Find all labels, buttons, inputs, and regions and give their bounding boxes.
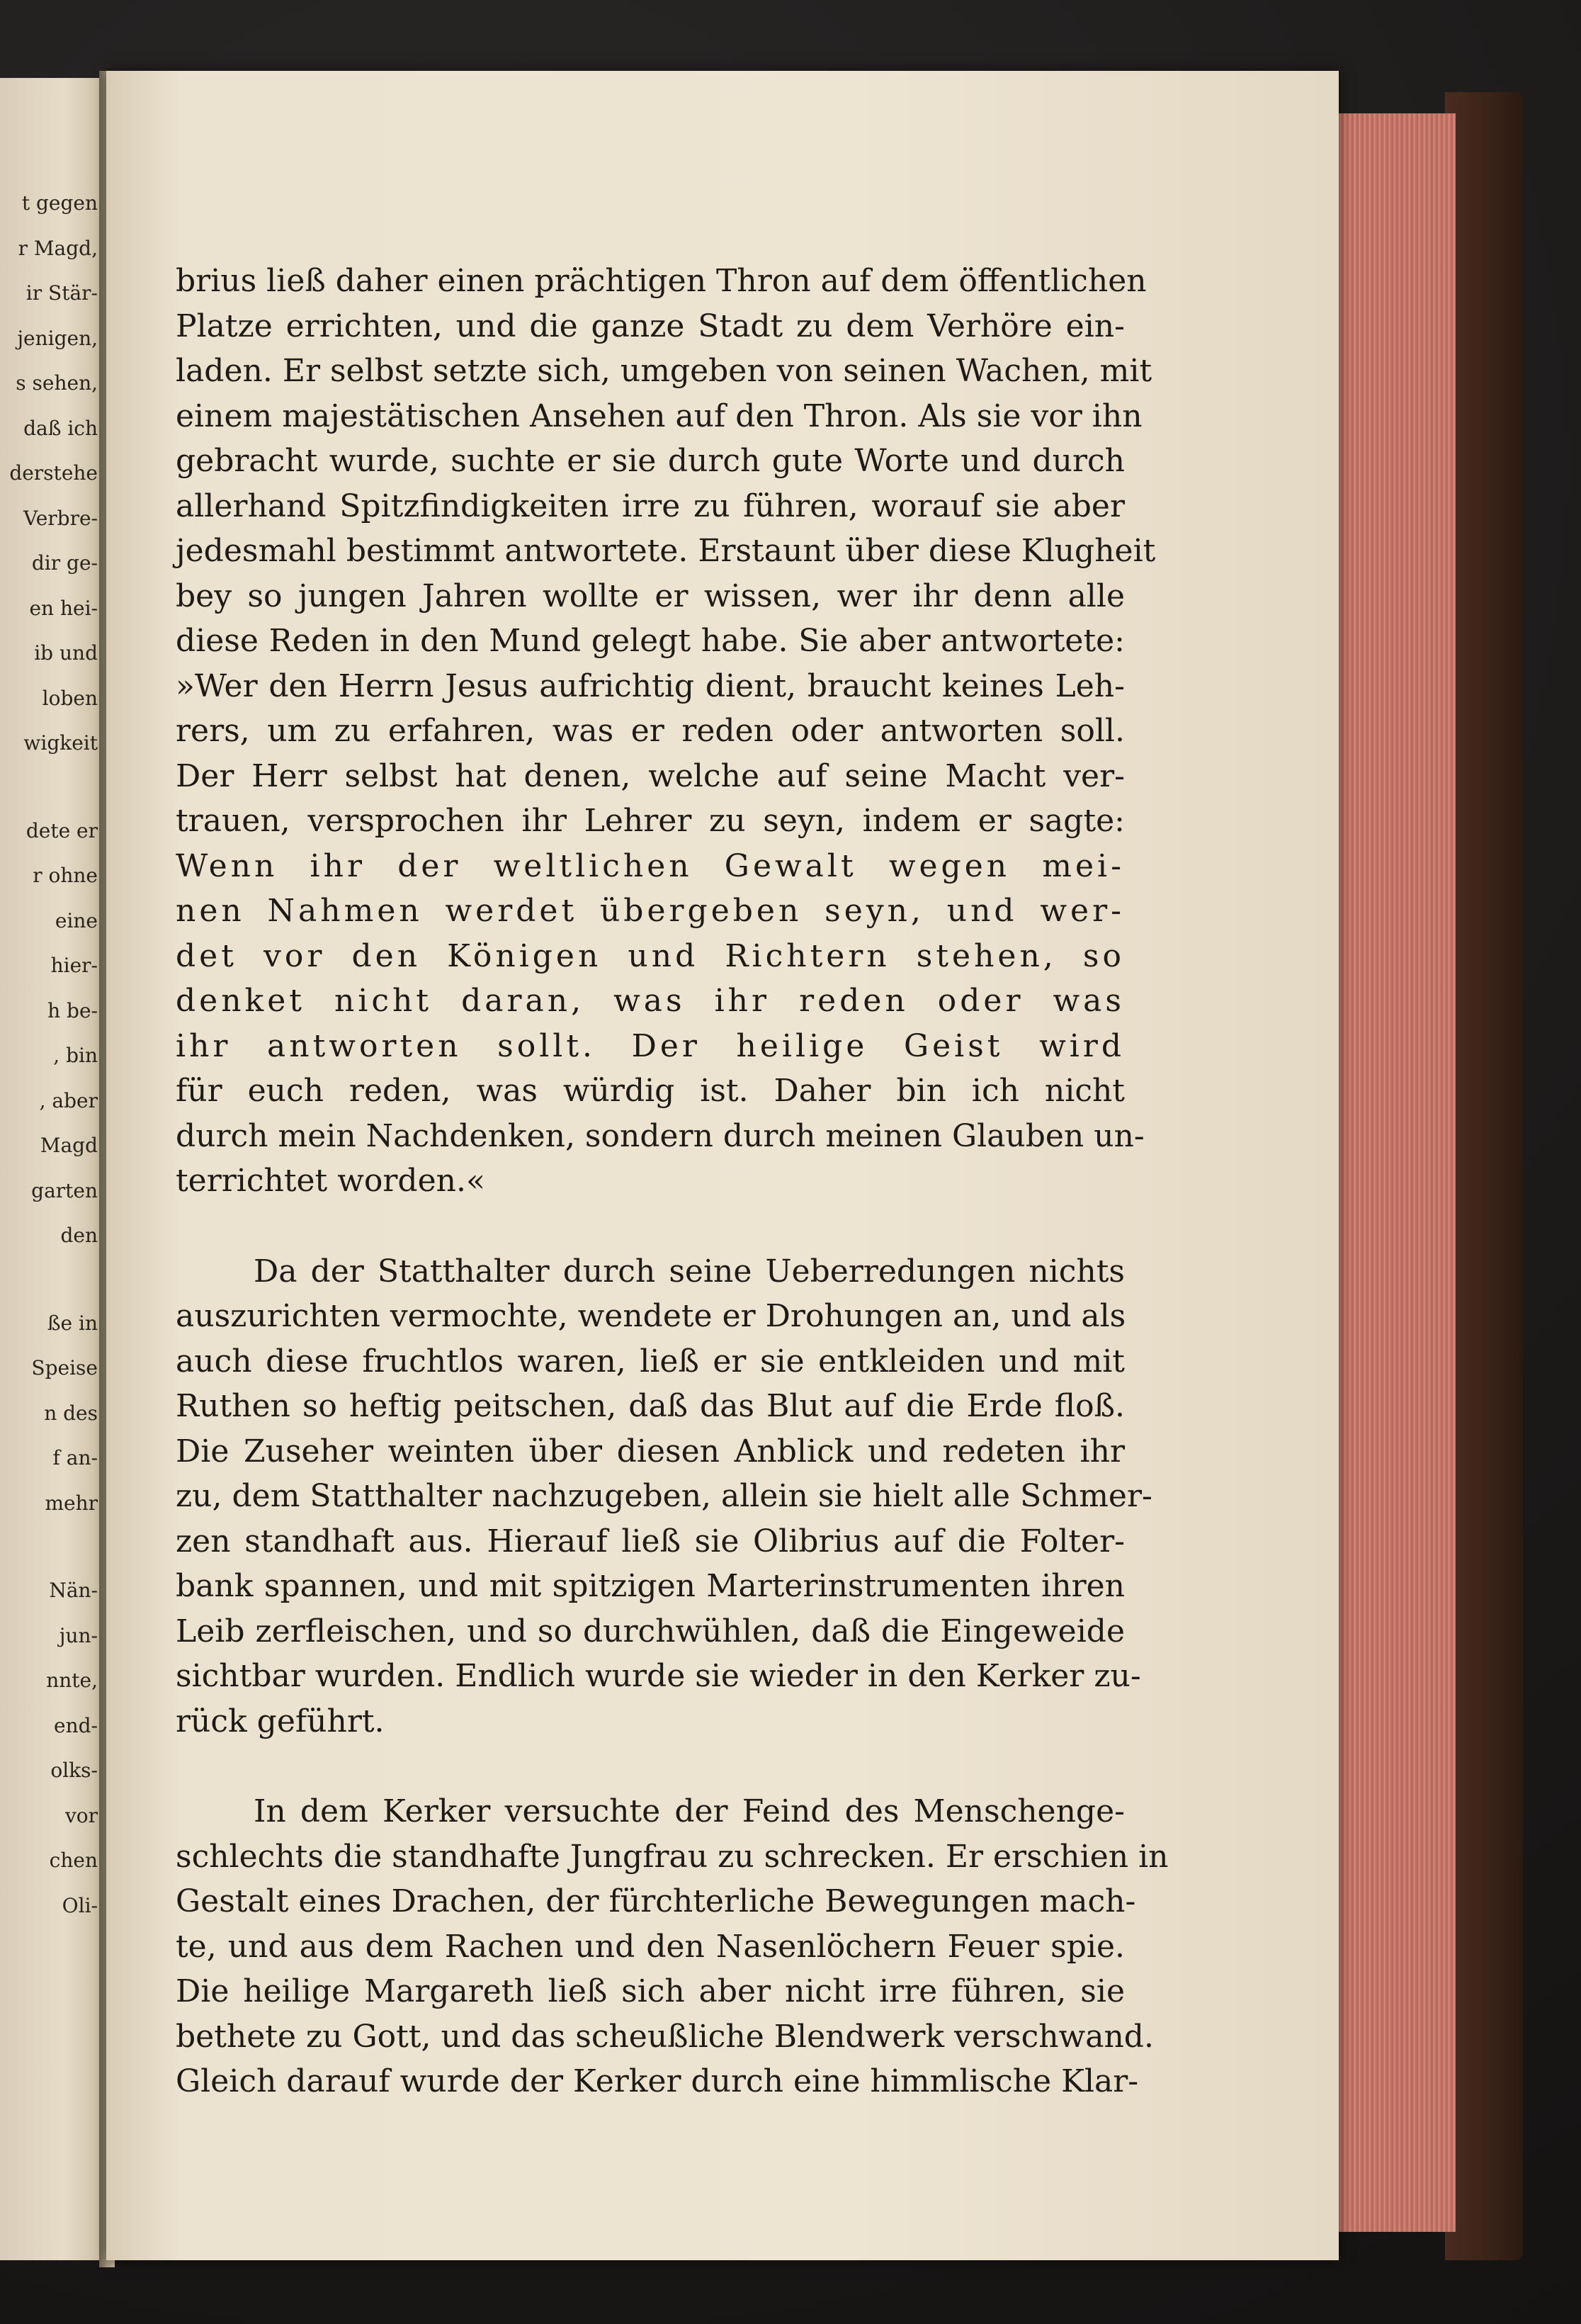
left-page-fragment: f an- [52, 1446, 98, 1470]
left-page-fragment: , aber [39, 1088, 98, 1112]
text-line: bey so jungen Jahren wollte er wissen, wer ihr denn alle [176, 577, 1125, 614]
text-line: Leib zerfleischen, und so durchwühlen, daß die Eingeweide [176, 1613, 1125, 1649]
left-page-fragment: dete er [26, 818, 98, 842]
left-page-fragment: chen [49, 1849, 98, 1872]
page-edges [1335, 113, 1456, 2232]
left-page-fragment: t gegen [21, 191, 98, 215]
left-page-fragment: daß ich [23, 416, 98, 440]
left-page-edge [0, 78, 106, 2260]
text-line: brius ließ daher einen prächtigen Thron auf dem öffentlichen [176, 263, 1147, 299]
text-line: Die Zuseher weinten über diesen Anblick und redeten ihr [176, 1433, 1125, 1470]
left-page-fragment: Oli- [62, 1893, 98, 1917]
text-line: bank spannen, und mit spitzigen Marterinstrumenten ihren [176, 1568, 1125, 1604]
left-page-fragment: Verbre- [23, 506, 98, 530]
paragraph-gap [176, 1744, 1125, 1789]
text-line: allerhand Spitzfindigkeiten irre zu führen, worauf sie aber [176, 487, 1125, 524]
left-page-fragment: ir Stär- [26, 281, 98, 305]
text-line: durch mein Nachdenken, sondern durch meinen Glauben un- [176, 1117, 1145, 1154]
text-line: auszurichten vermochte, wendete er Drohungen an, und als [176, 1298, 1126, 1334]
text-line: Der Herr selbst hat denen, welche auf seine Macht ver- [176, 757, 1125, 794]
text-line: zen standhaft aus. Hierauf ließ sie Olibrius auf die Folter- [176, 1523, 1125, 1559]
left-page-fragment: r ohne [33, 864, 98, 887]
left-page-fragment: Speise [31, 1356, 98, 1380]
left-page-fragment: wigkeit [23, 731, 98, 755]
left-page-fragment: hier- [50, 954, 98, 977]
left-page-fragment: den [60, 1224, 98, 1247]
left-page-fragment: nnte, [46, 1669, 98, 1692]
book-cover [1445, 92, 1523, 2260]
left-page-fragment: s sehen, [16, 371, 98, 395]
text-line: Ruthen so heftig peitschen, daß das Blut auf die Erde floß. [176, 1388, 1125, 1424]
text-line: rück geführt. [176, 1703, 385, 1739]
left-page-fragment: derstehe [9, 461, 98, 485]
text-line-spaced: nen Nahmen werdet übergeben seyn, und wer- [176, 893, 1125, 929]
left-page-fragment: r Magd, [18, 236, 98, 260]
text-line: sichtbar wurden. Endlich wurde sie wieder in den Kerker zu- [176, 1658, 1141, 1694]
text-line: terrichtet worden.« [176, 1163, 485, 1199]
left-page-fragment: jun- [59, 1623, 98, 1647]
left-page-fragment: Magd [40, 1134, 98, 1157]
text-line: te, und aus dem Rachen und den Nasenlöchern Feuer spie. [176, 1928, 1125, 1965]
left-page-fragment: olks- [50, 1759, 98, 1782]
left-page-fragment: garten [31, 1178, 98, 1202]
text-line: jedesmahl bestimmt antwortete. Erstaunt über diese Klugheit [176, 533, 1156, 569]
left-page-fragment: en hei- [29, 596, 98, 620]
text-line: zu, dem Statthalter nachzugeben, allein sie hielt alle Schmer- [176, 1478, 1152, 1514]
left-page-fragment: n des [44, 1401, 98, 1425]
text-line-spaced: det vor den Königen und Richtern stehen, so [176, 937, 1125, 974]
text-line-spaced: Wenn ihr der weltlichen Gewalt wegen mei- [176, 847, 1125, 884]
text-line: laden. Er selbst setzte sich, umgeben von seinen Wachen, mit [176, 353, 1152, 389]
text-line-spaced: ihr antworten sollt. Der heilige Geist wird [176, 1027, 1125, 1064]
left-page-fragment: h be- [47, 998, 98, 1022]
left-page-fragment: jenigen, [17, 326, 98, 350]
text-line: Die heilige Margareth ließ sich aber nicht irre führen, sie [176, 1973, 1125, 2009]
text-line-spaced: denket nicht daran, was ihr reden oder was [176, 983, 1125, 1019]
left-page-fragment: loben [42, 686, 98, 710]
text-line: gebracht wurde, suchte er sie durch gute Worte und durch [176, 443, 1125, 479]
left-page-fragment: mehr [45, 1491, 98, 1515]
left-page-fragment: , bin [53, 1044, 98, 1067]
left-page-fragment: end- [54, 1713, 98, 1737]
text-line: auch diese fruchtlos waren, ließ er sie entkleiden und mit [176, 1343, 1125, 1380]
left-page-fragment: Nän- [49, 1579, 98, 1602]
text-line: »Wer den Herrn Jesus aufrichtig dient, braucht keines Leh- [176, 667, 1125, 704]
text-line: schlechts die standhafte Jungfrau zu schrecken. Er erschien in [176, 1838, 1169, 1875]
left-page-fragment: eine [55, 908, 98, 932]
text-line: rers, um zu erfahren, was er reden oder antworten soll. [176, 713, 1125, 749]
text-line: Da der Statthalter durch seine Ueberredungen nichts [254, 1253, 1125, 1290]
text-line: diese Reden in den Mund gelegt habe. Sie aber antwortete: [176, 623, 1125, 659]
left-page-fragment: ib und [34, 641, 98, 665]
text-line: Platze errichten, und die ganze Stadt zu dem Verhöre ein- [176, 308, 1125, 344]
text-line: einem majestätischen Ansehen auf den Thron. Als sie vor ihn [176, 397, 1143, 434]
left-page-fragment: dir ge- [31, 551, 98, 575]
text-line: trauen, versprochen ihr Lehrer zu seyn, indem er sagte: [176, 803, 1125, 839]
left-page-fragment: ße in [47, 1311, 98, 1335]
text-line: Gestalt eines Drachen, der fürchterliche Bewegungen mach- [176, 1883, 1136, 1919]
left-page-fragment: vor [64, 1803, 98, 1827]
text-line: bethete zu Gott, und das scheußliche Blendwerk verschwand. [176, 2018, 1154, 2055]
text-line: Gleich darauf wurde der Kerker durch eine himmlische Klar- [176, 2063, 1139, 2099]
page-text [176, 259, 1169, 2104]
paragraph-gap [176, 1204, 1125, 1249]
text-line: In dem Kerker versuchte der Feind des Menschenge- [254, 1793, 1125, 1829]
text-line: für euch reden, was würdig ist. Daher bin ich nicht [176, 1073, 1125, 1109]
